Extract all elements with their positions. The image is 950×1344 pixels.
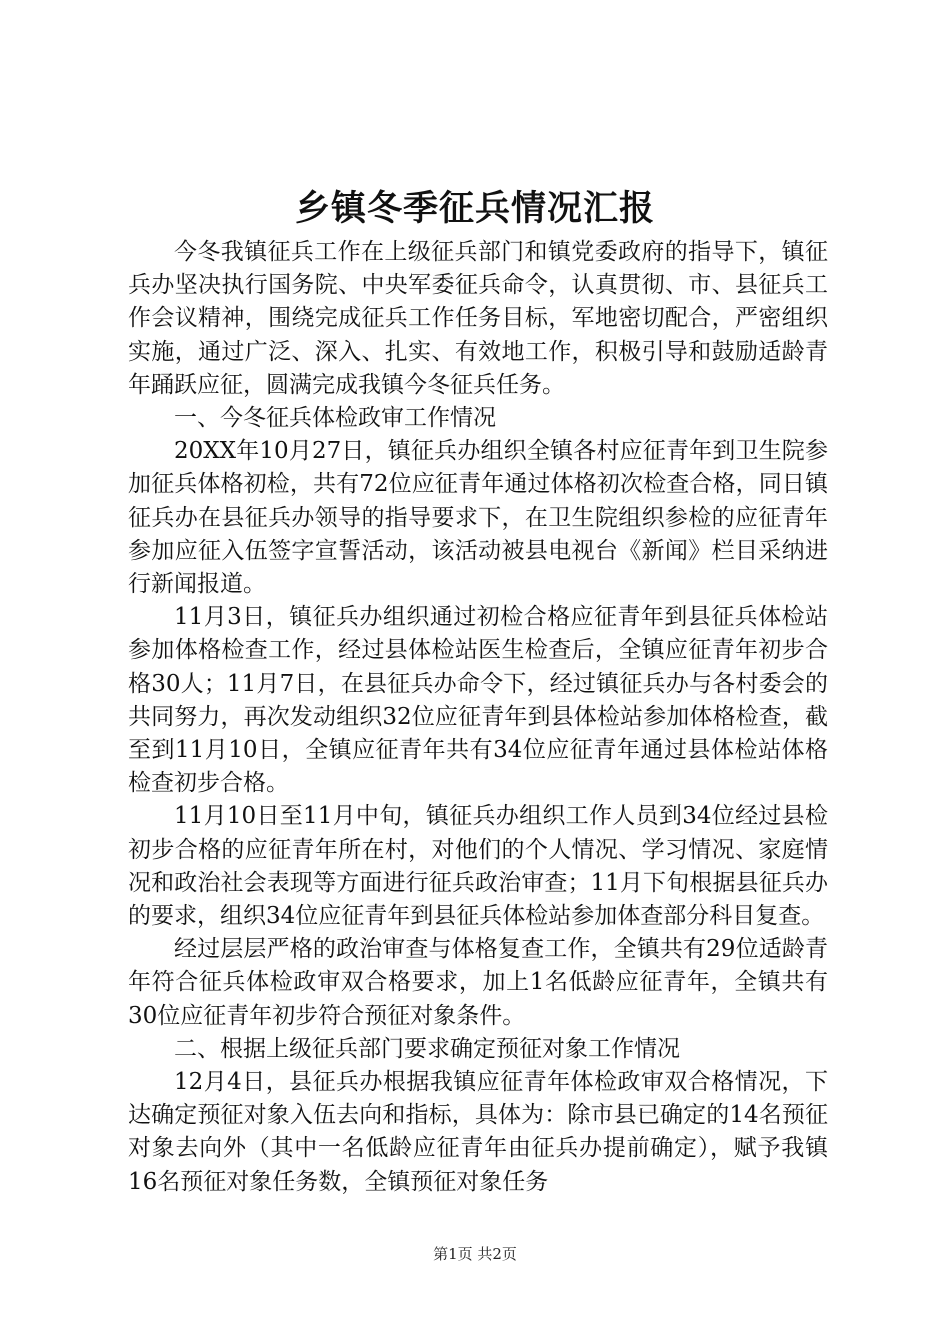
document-title: 乡镇冬季征兵情况汇报 [294,188,655,229]
section-heading-2: 二、根据上级征兵部门要求确定预征对象工作情况 [174,1035,680,1062]
paragraph-initial-check: 20XX年10月27日，镇征兵办组织全镇各村应征青年到卫生院参加征兵体格初检，共有72位应征青年通过体格初次检查合格，同日镇征兵办在县征兵办领导的指导要求下，在卫生院组织参检的应征青年参加应征入伍签字宣誓活动，该活动被县电视台《新闻》栏目采纳进行新闻报道。 [128,438,828,598]
paragraph-political-review: 11月10日至11月中旬，镇征兵办组织工作人员到34位经过县检初步合格的应征青年所在村，对他们的个人情况、学习情况、家庭情况和政治社会表现等方面进行征兵政治审查；11月下旬根据县征兵办的要求，组织34位应征青年到县征兵体检站参加体查部分科目复查。 [128,803,828,930]
page-number-footer: 第1页 共2页 [433,1245,517,1263]
paragraph-intro: 今冬我镇征兵工作在上级征兵部门和镇党委政府的指导下，镇征兵办坚决执行国务院、中央军委征兵命令，认真贯彻、市、县征兵工作会议精神，围绕完成征兵工作任务目标，军地密切配合，严密组织实施，通过广泛、深入、扎实、有效地工作，积极引导和鼓励适龄青年踊跃应征，圆满完成我镇今冬征兵任务。 [128,239,828,398]
paragraph-target-assignment: 12月4日，县征兵办根据我镇应征青年体检政审双合格情况，下达确定预征对象入伍去向和指标，具体为：除市县已确定的14名预征对象去向外（其中一名低龄应征青年由征兵办提前确定），赋予我镇16名预征对象任务数，全镇预征对象任务 [128,1069,828,1195]
paragraph-qualified-result: 经过层层严格的政治审查与体格复查工作，全镇共有29位适龄青年符合征兵体检政审双合格要求，加上1名低龄应征青年，全镇共有30位应征青年初步符合预征对象条件。 [128,936,828,1029]
paragraph-county-check: 11月3日，镇征兵办组织通过初检合格应征青年到县征兵体检站参加体格检查工作，经过县体检站医生检查后，全镇应征青年初步合格30人；11月7日，在县征兵办命令下，经过镇征兵办与各村委会的共同努力，再次发动组织32位应征青年到县体检站参加体格检查，截至到11月10日，全镇应征青年共有34位应征青年通过县体检站体格检查初步合格。 [128,604,828,797]
document-body [128,236,828,1199]
section-heading-1: 一、今冬征兵体检政审工作情况 [174,405,496,432]
